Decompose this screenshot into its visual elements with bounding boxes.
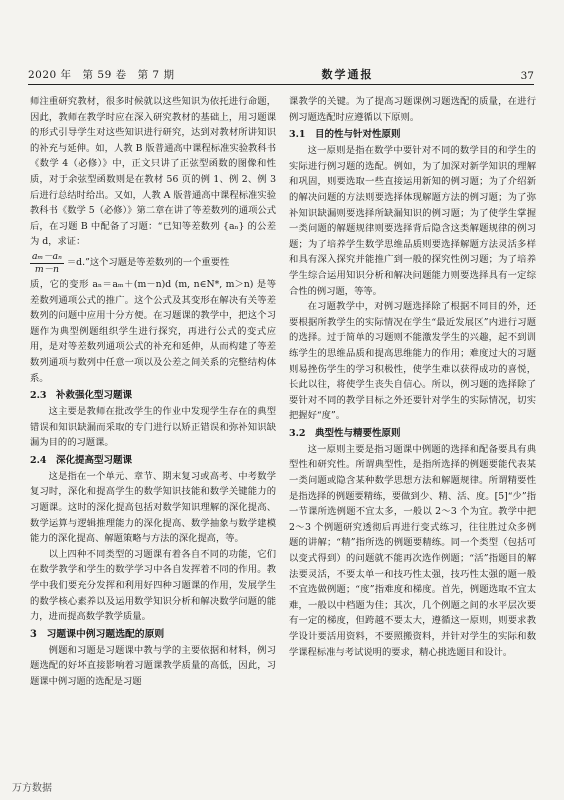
header-rule <box>28 84 534 85</box>
left-column <box>30 94 276 690</box>
page-number: 37 <box>520 70 534 82</box>
paragraph: 这一原则主要是指习题课中例题的选择和配备要具有典型性和研究性。所谓典型性，是指所选择的例题要能代表某一类问题或隐含某种数学思想方法和解题规律。所谓精要性是指选择的例题要精练，要做到少、精、活、度。[5]“少”指一节课所选例题不宜太多，一般以 2～3 个为宜。教学中把 2～3 个例题研究透彻后再进行变式练习，往往胜过众多例题的讲解；“精”指所选的例题要精练。同一个类型（包括可以变式得到）的问题就不能再次选作例题；“活”指题目的解法要灵活，不要太单一和技巧性太强，技巧性太强的题一般不宜选做例题；“度”指难度和梯度。首先，例题选取不宜太难，一般以中档题为佳；其次，几个例题之间的水平层次要有一定的梯度，但跨越不要太大，遵循这一原则，则要求教学设计要活用资料，不要照搬资料，并针对学生的实际和数学课程标准与考试说明的要求，精心挑选题目和设计。 <box>289 443 536 658</box>
fraction-numerator: aₘ－aₙ <box>32 250 62 262</box>
section-heading: 2.3 补救强化型习题课 <box>30 390 133 402</box>
section-heading: 3 习题课中例习题选配的原则 <box>30 628 165 640</box>
journal-title: 数学通报 <box>321 68 374 81</box>
page-header <box>28 62 534 82</box>
formula <box>30 251 276 276</box>
paragraph: 课教学的关键。为了提高习题课例习题选配的质量，在进行例习题选配时应遵循以下原则。 <box>289 96 536 123</box>
paragraph: 这主要是教师在批改学生的作业中发现学生存在的典型错误和知识缺漏而采取的专门进行以矫正错误和弥补知识缺漏为目的的习题课。 <box>30 406 276 449</box>
fraction-denominator: m－n <box>34 263 59 275</box>
paragraph: 质，它的变形 aₙ＝aₘ＋(m－n)d (m, n∈N*, m＞n) 是等差数列通项公式的推广。这个公式及其变形在解决有关等差数列的问题中应用十分方便。在习题课的教学中，把这个习题作为典型例题组织学生进行探究，再进行公式的变式应用，是对等差数列通项公式的补充和延伸，从而构建了等差数列通项与数列中任意一项以及公差之间关系的完整结构体系。 <box>30 278 276 384</box>
formula-tail: ＝d.”这个习题是等差数列的一个重要性 <box>66 257 230 269</box>
paragraph: 在习题教学中，对例习题选择除了根据不同目的外，还要根据所教学生的实际情况在学生“最近发展区”内进行习题的选择。过于简单的习题则不能激发学生的兴趣，起不到训练学生的思维品质和提高思维能力的作用；难度过大的习题则易挫伤学生的学习积极性，使学生难以获得成功的喜悦，长此以往，将使学生丧失自信心。所以，例习题的选择除了要针对不同的教学目标之外还要针对学生的实际情况，切实把握好“度”。 <box>289 301 536 422</box>
paragraph: 师注重研究教材，很多时候就以这些知识为依托进行命题，因此，教师在教学时应在深入研究教材的基础上，用习题课的形式引导学生对这些知识进行研究，达到对教材所讲知识的补充与延伸。如，人教 B 版普通高中课程标准实验教科书《数学 4（必修）》中，正文只讲了正弦型函数的图像和性质，对于余弦型函数则是在教材 56 页的例 1、例 2、例 3 后进行总结时给出。又如，人教 A 版普通高中课程标准实验教科书《数学 5（必修）》第二章在讲了等差数列的通项公式后，在习题 B 中配备了习题：“已知等差数列 {aₙ} 的公差为 d，求证： <box>30 96 276 248</box>
paragraph: 以上四种不同类型的习题课有着各自不同的功能，它们在数学教学和学生的数学学习中各自发挥着不同的作用。教学中我们要充分发挥和利用好四种习题课的作用，发展学生的数学核心素养以及运用数学知识分析和解决数学问题的能力，进而提高数学教学质量。 <box>30 548 276 623</box>
fraction <box>30 251 64 276</box>
right-column <box>289 94 536 660</box>
paragraph: 这是指在一个单元、章节、期末复习或高考、中考数学复习时，深化和提高学生的数学知识技能和数学关键能力的习题课。这时的深化提高包括对数学知识理解的深化提高、数学运算与逻辑推理能力的深化提高、数学抽象与数学建模能力的深化提高、解题策略与方法的深化提高，等。 <box>30 470 276 545</box>
section-heading: 3.1 目的性与针对性原则 <box>289 129 401 141</box>
paragraph: 这一原则是指在数学中要针对不同的数学目的和学生的实际进行例习题的选配。例如，为了加深对新学知识的理解和巩固，则要选取一些直接运用新知的例习题；为了介绍新的解决问题的方法则要选择体现解题方法的例习题；为了弥补知识缺漏则要选择所缺漏知识的例习题；为了使学生掌握一类问题的解题规律则要选择背后隐含这类解题规律的例习题；为了培养学生数学思维品质则要选择解题方法灵活多样和具有深入探究并能推广到一般的探究性例习题；为了培养学生综合运用知识分析和解决问题能力则要选择具有一定综合性的例习题，等等。 <box>289 145 536 297</box>
issue-info: 2020 年 第 59 卷 第 7 期 <box>28 69 175 81</box>
section-heading: 2.4 深化提高型习题课 <box>30 454 133 466</box>
paragraph: 例题和习题是习题课中教与学的主要依据和材料，例习题选配的好坏直接影响着习题课教学质量的高低，因此，习题课中例习题的选配是习题 <box>30 644 276 687</box>
watermark-source: 万方数据 <box>12 783 52 794</box>
section-heading: 3.2 典型性与精要性原则 <box>289 427 401 439</box>
